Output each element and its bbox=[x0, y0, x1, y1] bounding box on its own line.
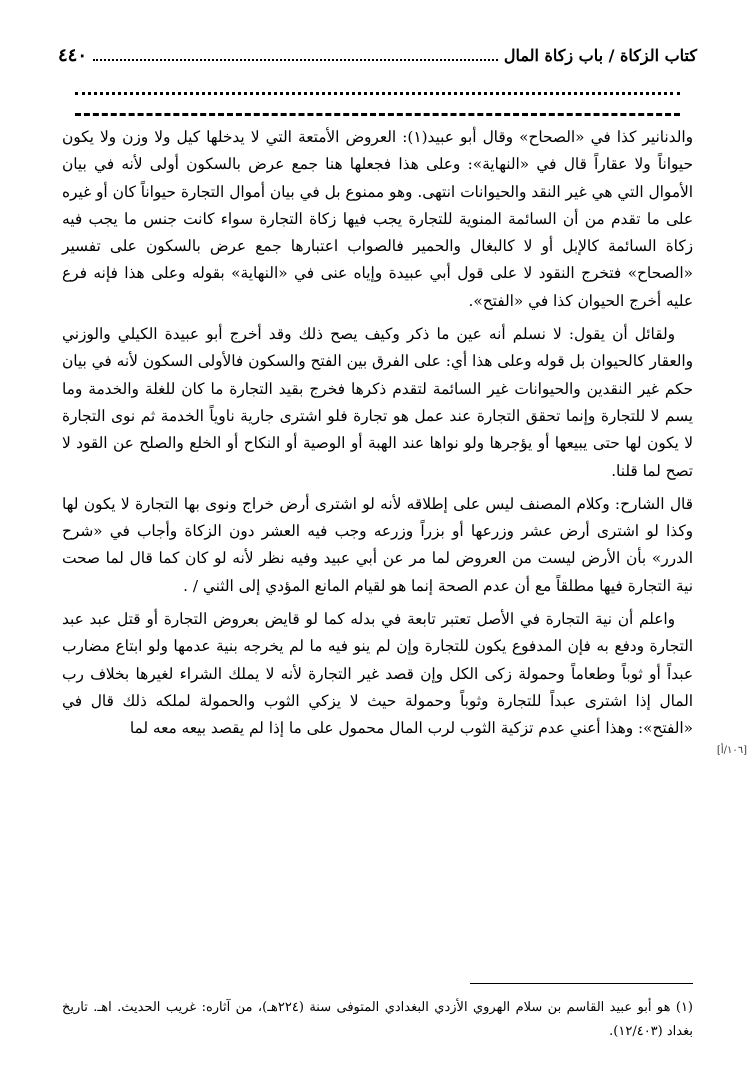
main-text bbox=[62, 124, 693, 749]
manuscript-folio-note: [١٠٦/أ] bbox=[716, 745, 747, 756]
page-header bbox=[58, 40, 697, 70]
paragraph-4: واعلم أن نية التجارة في الأصل تعتبر تابعة في بدله كما لو قايض بعروض التجارة أو قتل عبد عبد التجارة ودفع به فإن المدفوع يكون للتجارة وإن لم ينو فيه ما لم يخرجه بنية عدمها ولو ابتاع مضارب عبداً أو ثوباً وطعاماً وحمولة زكى الكل وإن قصد غير التجارة لأنه لا يملك الشراء لغيرها بخلاف رب المال إذا اشترى عبداً للتجارة وثوباً وحمولة حيث لا يزكي الثوب والحمولة لملكه ذلك قال في «الفتح»: وهذا أعني عدم تزكية الثوب لرب المال محمول على ما إذا لم يقصد بيعه معه لما bbox=[62, 610, 693, 738]
footnote: (١) هو أبو عبيد القاسم بن سلام الهروي الأزدي البغدادي المتوفى سنة (٢٢٤هـ)، من آثاره: غريب الحديث. اهـ. تاريخ بغداد (١٢/٤٠٣). bbox=[62, 1000, 693, 1039]
paragraph-2: ولقائل أن يقول: لا نسلم أنه عين ما ذكر وكيف يصح ذلك وقد أخرج أبو عبيدة الكيلي والوزني والعقار كالحيوان بل قوله وعلى هذا أي: على الفرق بين الفتح والسكون فالأولى السكون لأنه في بيان حكم غير النقدين والحيوانات غير السائمة لتقدم ذكرها فخرج بقيد التجارة ما كان للغلة والخدمة وما يسم لا للتجارة وإنما تحقق التجارة عند عمل هو تجارة فلو اشترى جارية ناوياً الخدمة ثم نوى التجارة لا يكون لها حتى يبيعها أو يؤجرها ولو نواها عند الهبة أو الوصية أو النكاح أو الخلع والصلح عن القود لا تصح لما قلنا. bbox=[62, 325, 693, 480]
top-dashed-rule bbox=[75, 113, 680, 116]
top-dotted-rule bbox=[75, 92, 680, 95]
header-leader-dots bbox=[93, 59, 498, 61]
paragraph-1: والدنانير كذا في «الصحاح» وقال أبو عبيد(١): العروض الأمتعة التي لا يدخلها كيل ولا وزن ولا يكون حيواناً ولا عقاراً قال في «النهاية»: وعلى هذا فجعلها هنا جمع عرض بالسكون أولى لأنه في بيان الأموال التي هي غير النقد والحيوانات انتهى. وهو ممنوع بل في بيان أموال التجارة حيواناً كان أو غيره على ما تقدم من أن السائمة المنوية للتجارة يجب فيها زكاة التجارة سواء كانت جنس ما يجب فيه زكاة السائمة كالإبل أو لا كالبغال والحمير فالصواب اعتبارها جمع عرض بالسكون على تفسير «الصحاح» فتخرج النقود لا على قول أبي عبيدة وإياه عنى في «النهاية» بقوله وعلى هذا فإنه فرع عليه أخرج الحيوان كذا في «الفتح». bbox=[62, 128, 693, 310]
running-title: كتاب الزكاة / باب زكاة المال bbox=[503, 45, 697, 65]
footnote-rule bbox=[470, 983, 693, 984]
paragraph-3: قال الشارح: وكلام المصنف ليس على إطلاقه لأنه لو اشترى أرض خراج ونوى بها التجارة لا يكون لها وكذا لو اشترى أرض عشر وزرعها أو بزراً وزرعه وجب فيه العشر دون الزكاة وأجاب في «شرح الدرر» بأن الأرض ليست من العروض لما مر عن أبي عبيد وفيه نظر لأنه لو كان كما قال لما صحت نية التجارة فيها مطلقاً مع أن عدم الصحة إنما هو لقيام المانع المؤدي إلى الثني / . bbox=[62, 494, 693, 595]
page-number: ٤٤٠ bbox=[58, 44, 88, 66]
